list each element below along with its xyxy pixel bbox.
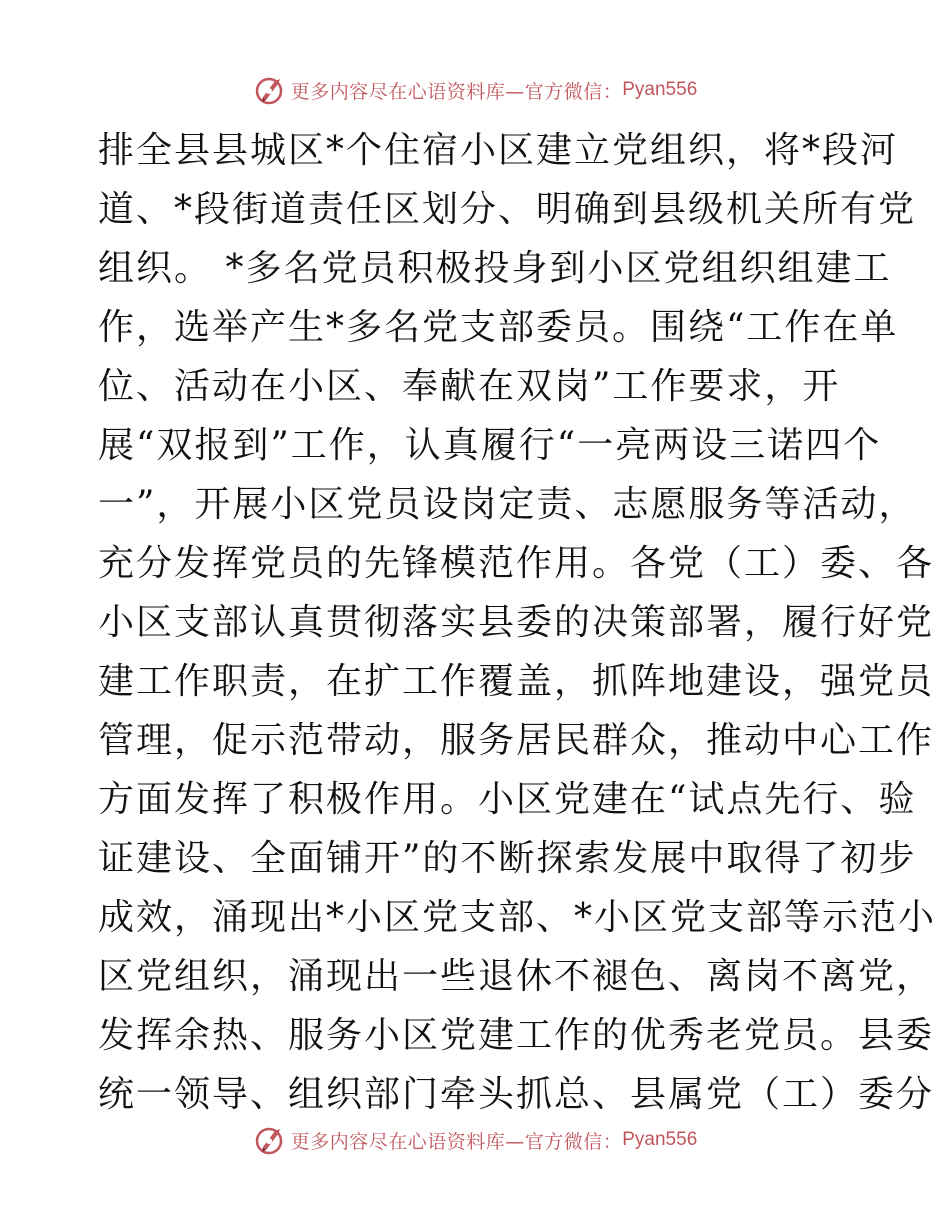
pen-nib-circle-icon [253, 73, 287, 107]
text-line: 方面发挥了积极作用。小区党建在“试点先行、验 [98, 779, 917, 820]
text-line: 统一领导、组织部门牵头抓总、县属党（工）委分 [98, 1074, 935, 1115]
text-line: 排全县县城区*个住宿小区建立党组织，将*段河 [98, 130, 899, 171]
document-body [98, 121, 937, 1124]
text-line: 组织。 *多名党员积极投身到小区党组织组建工 [98, 248, 892, 289]
header-banner [0, 70, 950, 110]
text-line: 作，选举产生*多名党支部委员。围绕“工作在单 [98, 307, 899, 348]
header-slogan: 更多内容尽在心语资料库—官方微信： [290, 80, 623, 103]
text-line: 建工作职责，在扩工作覆盖，抓阵地建设，强党员 [98, 661, 935, 702]
footer-wechat-id: Pyan556 [622, 1129, 698, 1150]
footer-banner [0, 1120, 950, 1160]
text-line: 成效，涌现出*小区党支部、*小区党支部等示范小 [98, 897, 937, 938]
text-line: 充分发挥党员的先锋模范作用。各党（工）委、各 [98, 543, 935, 584]
text-line: 位、活动在小区、奉献在双岗”工作要求，开 [98, 366, 841, 407]
text-line: 管理，促示范带动，服务居民群众，推动中心工作 [98, 720, 935, 761]
header-wechat-id: Pyan556 [622, 79, 698, 100]
text-line: 一”，开展小区党员设岗定责、志愿服务等活动， [98, 484, 917, 525]
text-line: 区党组织，涌现出一些退休不褪色、离岗不离党， [98, 956, 935, 997]
text-line: 小区支部认真贯彻落实县委的决策部署，履行好党 [98, 602, 935, 643]
text-line: 发挥余热、服务小区党建工作的优秀老党员。县委 [98, 1015, 935, 1056]
footer-slogan: 更多内容尽在心语资料库—官方微信： [290, 1130, 623, 1153]
text-line: 证建设、全面铺开”的不断探索发展中取得了初步 [98, 838, 917, 879]
text-line: 道、*段街道责任区划分、明确到县级机关所有党 [98, 189, 917, 230]
text-line: 展“双报到”工作，认真履行“一亮两设三诺四个 [98, 425, 882, 466]
pen-nib-circle-icon [253, 1123, 287, 1157]
